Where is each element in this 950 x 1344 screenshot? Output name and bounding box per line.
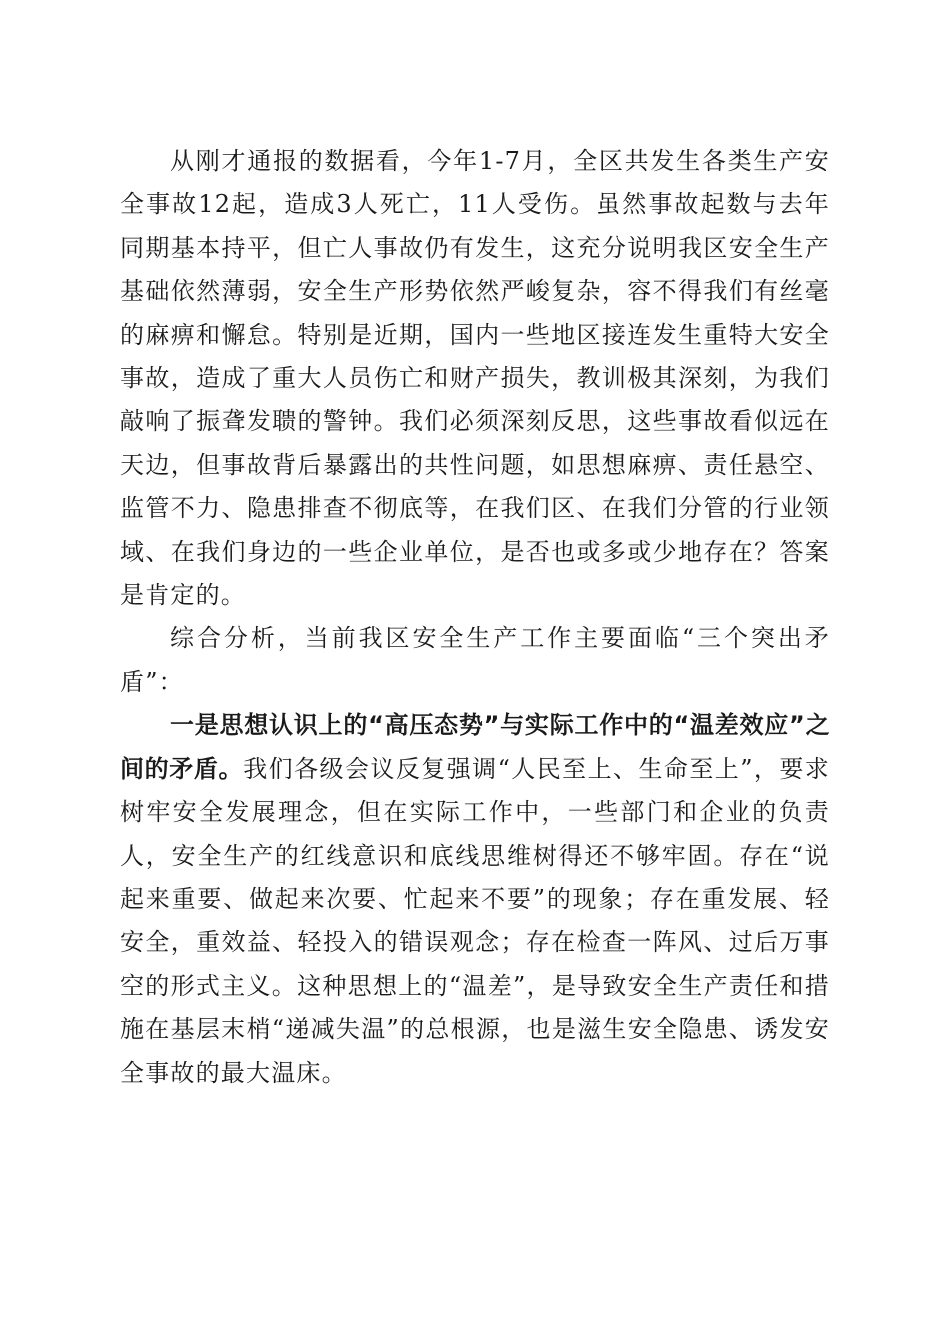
document-body xyxy=(120,140,830,1095)
paragraph-lead-sentence: 一是思想认识上的“高压态势”与实际工作中的“温差效应”之间的矛盾。 xyxy=(120,711,830,783)
paragraph-body-text: 我们各级会议反复强调“人民至上、生命至上”，要求树牢安全发展理念，但在实际工作中，一些部门和企业的负责人，安全生产的红线意识和底线思维树得还不够牢固。存在“说起来重要、做起来次要、忙起来不要”的现象；存在重发展、轻安全，重效益、轻投入的错误观念；存在检查一阵风、过后万事空的形式主义。这种思想上的“温差”，是导致安全生产责任和措施在基层末梢“递减失温”的总根源，也是滋生安全隐患、诱发安全事故的最大温床。 xyxy=(120,754,831,1087)
paragraph-three-contradictions-intro: 综合分析，当前我区安全生产工作主要面临“三个突出矛盾”： xyxy=(120,624,830,696)
paragraph-first-contradiction xyxy=(120,704,830,1095)
paragraph-accident-statistics: 从刚才通报的数据看，今年1-7月，全区共发生各类生产安全事故12起，造成3人死亡，11人受伤。虽然事故起数与去年同期基本持平，但亡人事故仍有发生，这充分说明我区安全生产基础依然薄弱，安全生产形势依然严峻复杂，容不得我们有丝毫的麻痹和懈怠。特别是近期，国内一些地区接连发生重特大安全事故，造成了重大人员伤亡和财产损失，教训极其深刻，为我们敲响了振聋发聩的警钟。我们必须深刻反思，这些事故看似远在天边，但事故背后暴露出的共性问题，如思想麻痹、责任悬空、监管不力、隐患排查不彻底等，在我们区、在我们分管的行业领域、在我们身边的一些企业单位，是否也或多或少地存在？答案是肯定的。 xyxy=(120,147,830,610)
